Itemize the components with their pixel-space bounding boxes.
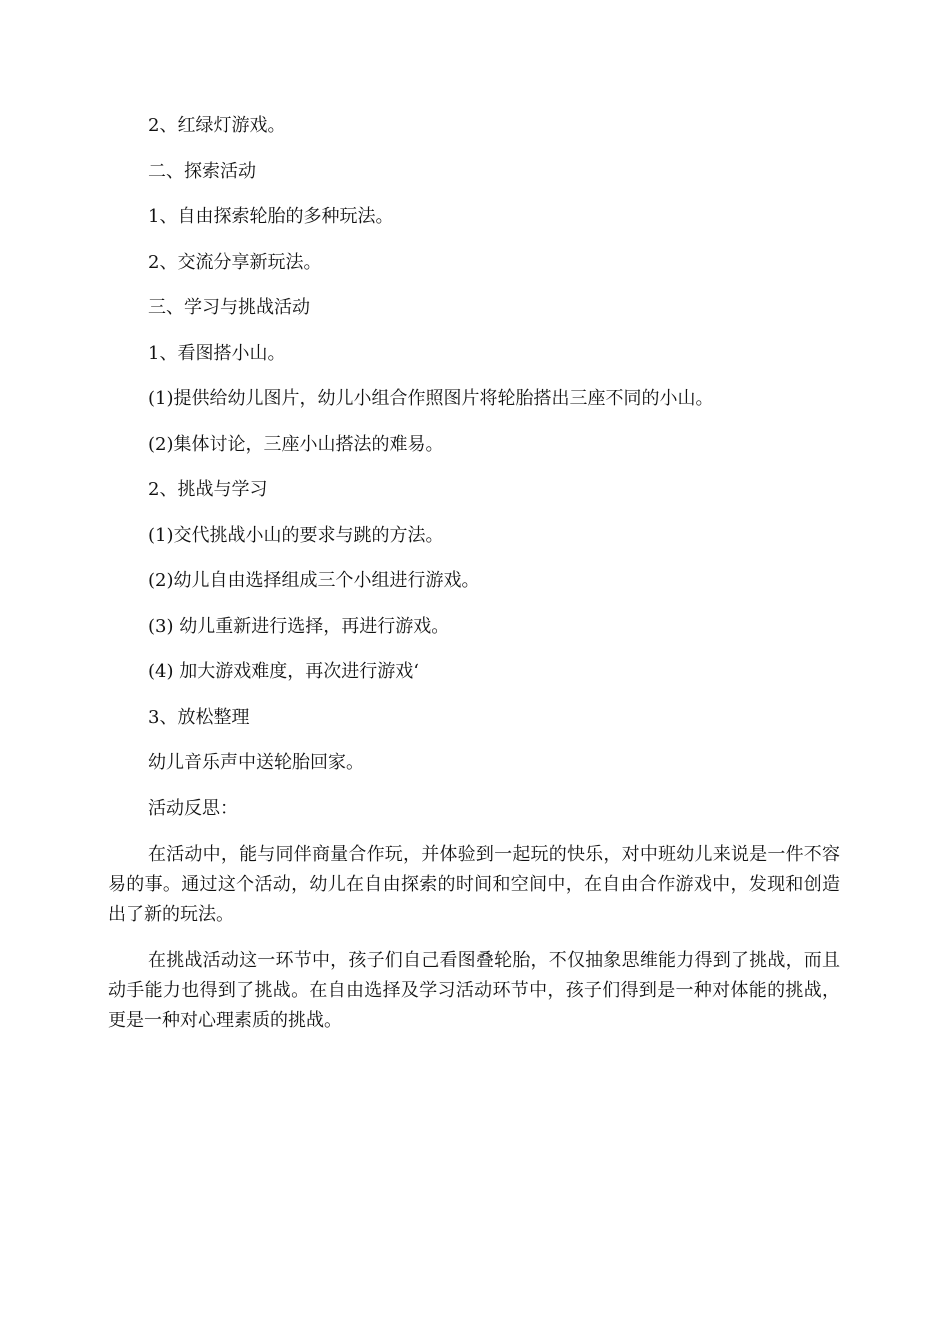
heading-reflection: 活动反思： [148, 797, 238, 819]
subitem-increase-difficulty: (4) 加大游戏难度，再次进行游戏‘ [148, 661, 419, 682]
subitem-group-discussion: (2)集体讨论，三座小山搭法的难易。 [148, 433, 444, 455]
subitem-provide-pictures: (1)提供给幼儿图片，幼儿小组合作照图片将轮胎搭出三座不同的小山。 [148, 388, 714, 409]
subitem-choose-groups: (2)幼儿自由选择组成三个小组进行游戏。 [148, 570, 480, 591]
subitem-choose-again: (3) 幼儿重新进行选择，再进行游戏。 [148, 615, 450, 637]
reflection-paragraph-1: 在活动中，能与同伴商量合作玩，并体验到一起玩的快乐，对中班幼儿来说是一件不容易的事。通过这个活动，幼儿在自由探索的时间和空间中，在自由合作游戏中，发现和创造出了新的玩法。 [108, 844, 840, 925]
item-share-new-play: 2、交流分享新玩法。 [148, 251, 322, 273]
item-free-explore: 1、自由探索轮胎的多种玩法。 [148, 206, 394, 227]
reflection-paragraph-2: 在挑战活动这一环节中，孩子们自己看图叠轮胎，不仅抽象思维能力得到了挑战，而且动手能力也得到了挑战。在自由选择及学习活动环节中，孩子们得到是一种对体能的挑战，更是一种对心理素质的挑战。 [108, 950, 840, 1031]
item-challenge-learn: 2、挑战与学习 [148, 479, 268, 500]
item-relax: 3、放松整理 [148, 706, 250, 728]
heading-explore-activity: 二、探索活动 [148, 160, 256, 182]
heading-learn-challenge: 三、学习与挑战活动 [148, 297, 310, 318]
item-build-hill: 1、看图搭小山。 [148, 342, 286, 364]
item-traffic-light-game: 2、红绿灯游戏。 [148, 115, 286, 136]
item-send-tires-home: 幼儿音乐声中送轮胎回家。 [148, 752, 364, 773]
document-body [108, 112, 840, 1052]
subitem-explain-rules: (1)交代挑战小山的要求与跳的方法。 [148, 524, 444, 546]
